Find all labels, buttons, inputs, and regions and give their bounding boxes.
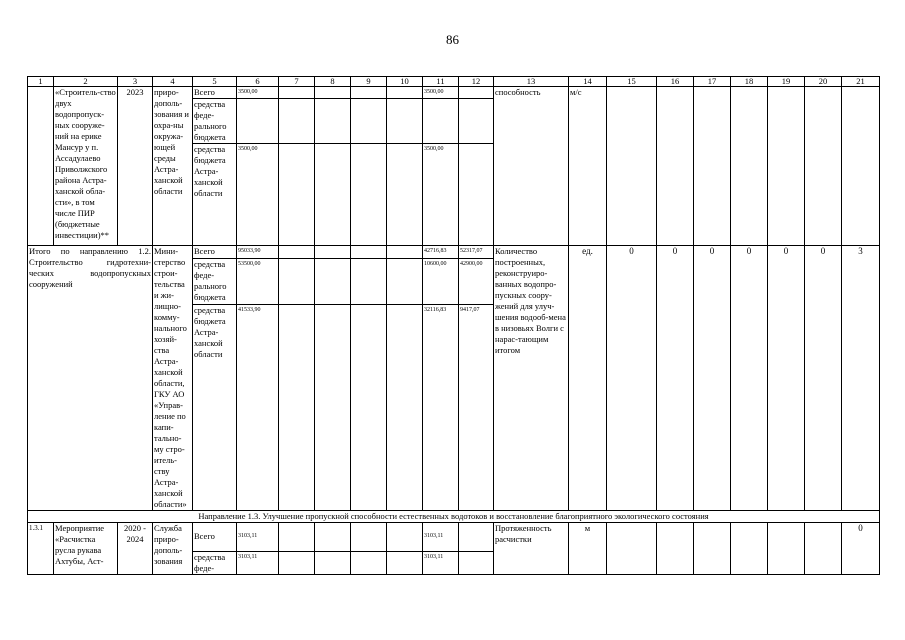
empty-cell (351, 258, 387, 305)
empty-cell (315, 552, 351, 575)
empty-cell (315, 144, 351, 246)
measure-name: «Строитель-ство двух водопропуск-ных сооруже-ний на ерике Мансур у п. Ассадулаево Приволжского района Астра-ханской обла-сти», в том числе ПИР (бюджетные инвестиции)** (54, 87, 118, 246)
measure-year: 2020 - 2024 (118, 523, 153, 575)
empty-cell (805, 523, 842, 575)
indicator-unit: м/с (569, 87, 607, 246)
empty-cell (387, 523, 423, 552)
indicator-name: Количество построенных, реконструиро-ванных водопро-пускных соору-жений для улуч-шения водооб-мена в низовьях Волги с нарас-тающим итогом (494, 246, 569, 511)
header-row (28, 77, 880, 87)
amount-federal-col11: 10600,00 (423, 258, 459, 305)
total-executor: Мини-стерство строи-тельства и жи-лищно-комму-нального хозяй-ства Астра-ханской области, ГКУ АО «Управ-ление по капи-тально-му стро-итель-ству Астра-ханской области» (153, 246, 193, 511)
funding-source-regional: средства бюджета Астра-ханской области (193, 305, 237, 511)
funding-source-federal: средства феде- (193, 552, 237, 575)
empty-cell (351, 552, 387, 575)
header-cell: 17 (694, 77, 731, 87)
header-cell: 1 (28, 77, 54, 87)
empty-cell (694, 523, 731, 575)
empty-cell (279, 523, 315, 552)
table-row (28, 246, 880, 259)
value-col18: 0 (731, 246, 768, 511)
empty-cell (459, 552, 494, 575)
empty-cell (387, 258, 423, 305)
program-table (27, 76, 880, 575)
empty-cell (387, 246, 423, 259)
empty-cell (315, 523, 351, 552)
empty-cell (351, 246, 387, 259)
empty-cell (237, 99, 279, 144)
empty-cell (279, 552, 315, 575)
measure-name: Мероприятие «Расчистка русла рукава Ахтубы, Аст- (54, 523, 118, 575)
amount-total-col6: 3500,00 (237, 87, 279, 99)
header-cell: 4 (153, 77, 193, 87)
empty-cell (351, 87, 387, 99)
empty-cell (694, 87, 731, 246)
header-cell: 9 (351, 77, 387, 87)
amount-regional-col6: 3500,00 (237, 144, 279, 246)
total-name: Итого по направлению 1.2. Строительство гидротехни-ческих водопропускных сооружений (28, 246, 153, 511)
empty-cell (279, 305, 315, 511)
empty-cell (351, 144, 387, 246)
empty-cell (387, 552, 423, 575)
empty-cell (805, 87, 842, 246)
header-cell: 16 (657, 77, 694, 87)
empty-cell (387, 99, 423, 144)
empty-cell (768, 523, 805, 575)
empty-cell (351, 305, 387, 511)
amount-federal-col6: 3103,11 (237, 552, 279, 575)
header-cell: 3 (118, 77, 153, 87)
empty-cell (459, 99, 494, 144)
empty-cell (351, 523, 387, 552)
page-number: 86 (446, 32, 459, 47)
empty-cell (459, 144, 494, 246)
header-cell: 13 (494, 77, 569, 87)
header-cell: 5 (193, 77, 237, 87)
empty-cell (387, 305, 423, 511)
header-cell: 12 (459, 77, 494, 87)
funding-source-total: Всего (193, 246, 237, 259)
amount-total-col12: 52317,07 (459, 246, 494, 259)
empty-cell (279, 87, 315, 99)
header-cell: 18 (731, 77, 768, 87)
amount-regional-col11: 3500,00 (423, 144, 459, 246)
indicator-unit: м (569, 523, 607, 575)
empty-cell (768, 87, 805, 246)
value-col21: 0 (842, 523, 880, 575)
empty-cell (842, 87, 880, 246)
funding-source-federal: средства феде-рального бюджета (193, 99, 237, 144)
row-number-cell (28, 87, 54, 246)
indicator-name: Протяженность расчистки (494, 523, 569, 575)
empty-cell (315, 99, 351, 144)
table-row (28, 87, 880, 99)
header-cell: 7 (279, 77, 315, 87)
empty-cell (315, 258, 351, 305)
header-cell: 21 (842, 77, 880, 87)
empty-cell (279, 144, 315, 246)
amount-federal-col6: 53500,00 (237, 258, 279, 305)
indicator-unit: ед. (569, 246, 607, 511)
value-col19: 0 (768, 246, 805, 511)
empty-cell (657, 87, 694, 246)
measure-year: 2023 (118, 87, 153, 246)
indicator-name: способность (494, 87, 569, 246)
header-cell: 20 (805, 77, 842, 87)
header-cell: 8 (315, 77, 351, 87)
value-col21: 3 (842, 246, 880, 511)
header-cell: 15 (607, 77, 657, 87)
header-cell: 6 (237, 77, 279, 87)
funding-source-federal: средства феде-рального бюджета (193, 258, 237, 305)
amount-federal-col12: 42900,00 (459, 258, 494, 305)
amount-regional-col6: 41533,90 (237, 305, 279, 511)
funding-source-total: Всего (193, 523, 237, 552)
amount-total-col11: 3500,00 (423, 87, 459, 99)
measure-number: 1.3.1 (28, 523, 54, 575)
value-col17: 0 (694, 246, 731, 511)
empty-cell (351, 99, 387, 144)
header-cell: 19 (768, 77, 805, 87)
empty-cell (607, 87, 657, 246)
empty-cell (279, 99, 315, 144)
header-cell: 10 (387, 77, 423, 87)
amount-total-col6: 3103,11 (237, 523, 279, 552)
value-col15: 0 (607, 246, 657, 511)
section-heading: Направление 1.3. Улучшение пропускной способности естественных водотоков и восстановление благоприятного экологического состояния (28, 511, 880, 523)
empty-cell (423, 99, 459, 144)
value-col16: 0 (657, 246, 694, 511)
amount-total-col11: 3103,11 (423, 523, 459, 552)
table-row (28, 523, 880, 552)
empty-cell (279, 258, 315, 305)
section-row (28, 511, 880, 523)
header-cell: 2 (54, 77, 118, 87)
empty-cell (731, 523, 768, 575)
empty-cell (657, 523, 694, 575)
funding-source-regional: средства бюджета Астра-ханской области (193, 144, 237, 246)
value-col20: 0 (805, 246, 842, 511)
empty-cell (315, 246, 351, 259)
empty-cell (387, 87, 423, 99)
amount-regional-col12: 9417,07 (459, 305, 494, 511)
header-cell: 11 (423, 77, 459, 87)
amount-total-col11: 42716,83 (423, 246, 459, 259)
empty-cell (731, 87, 768, 246)
amount-regional-col11: 32116,83 (423, 305, 459, 511)
amount-total-col6: 95033,90 (237, 246, 279, 259)
empty-cell (459, 523, 494, 552)
empty-cell (315, 305, 351, 511)
empty-cell (315, 87, 351, 99)
empty-cell (387, 144, 423, 246)
measure-executor: Служба приро-дополь-зования (153, 523, 193, 575)
empty-cell (607, 523, 657, 575)
measure-executor: приро-дополь-зования и охра-ны окружа-ющей среды Астра-ханской области (153, 87, 193, 246)
header-cell: 14 (569, 77, 607, 87)
amount-federal-col11: 3103,11 (423, 552, 459, 575)
empty-cell (279, 246, 315, 259)
empty-cell (459, 87, 494, 99)
funding-source-total: Всего (193, 87, 237, 99)
